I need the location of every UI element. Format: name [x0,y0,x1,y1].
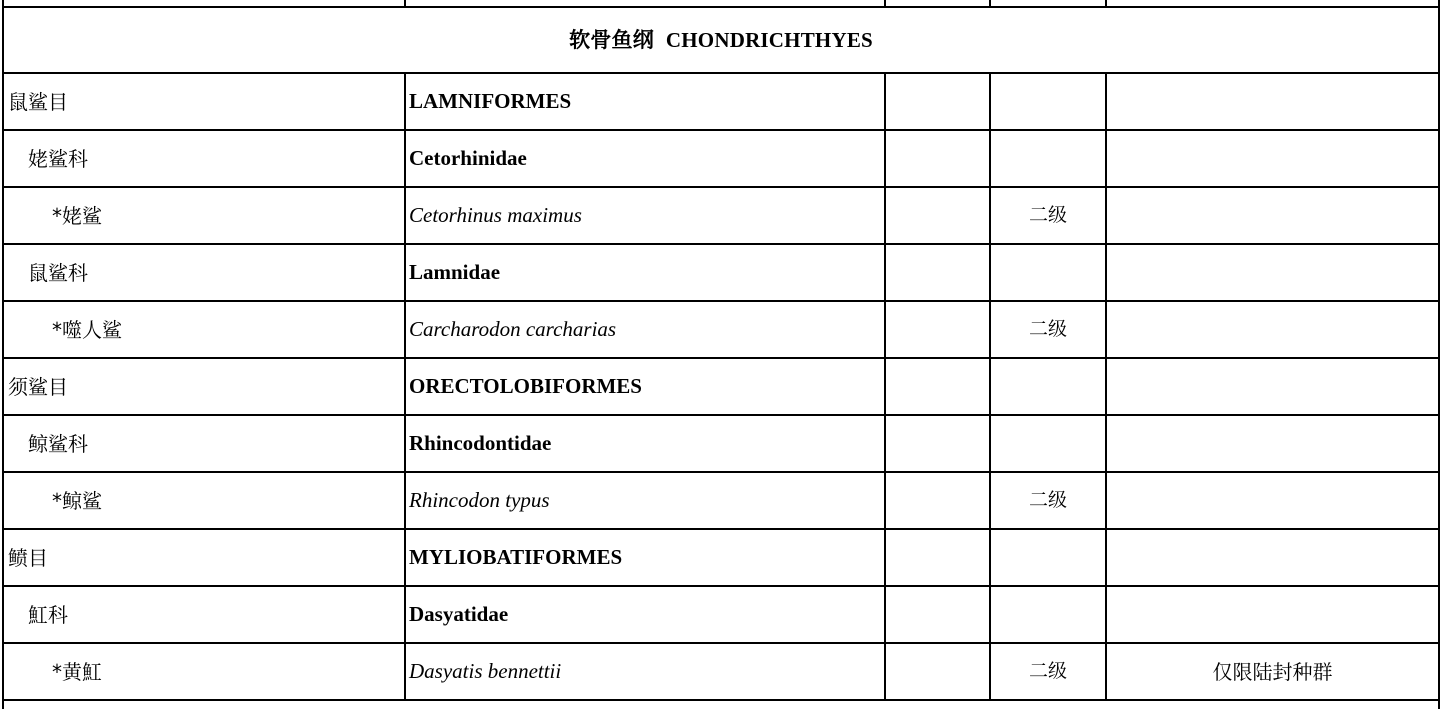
protection-level-1 [885,301,990,358]
remark-cell [1106,472,1439,529]
family-cn-name: 姥鲨科 [3,130,405,187]
table-cell [885,0,990,7]
class-heading-cn: 软骨鱼纲 [569,26,654,52]
table-row [3,301,1439,358]
family-cn-name: 魟科 [3,586,405,643]
protection-level-1 [885,472,990,529]
species-cn-name: *姥鲨 [3,187,405,244]
species-cn-name: *噬人鲨 [3,301,405,358]
family-latin-name: Rhincodontidae [405,415,885,472]
table-cell [990,0,1106,7]
table-cell [3,700,1439,709]
species-latin-name: Dasyatis bennettii [405,643,885,700]
protection-level-1 [885,130,990,187]
order-latin-name: ORECTOLOBIFORMES [405,358,885,415]
class-heading [569,27,873,52]
protection-level-1 [885,415,990,472]
order-cn-name: 鼠鲨目 [3,73,405,130]
protection-level-1 [885,244,990,301]
protection-level-1 [885,586,990,643]
species-latin-name: Carcharodon carcharias [405,301,885,358]
protected-species-table [2,0,1440,709]
remark-cell [1106,73,1439,130]
remark-cell [1106,244,1439,301]
table-row [3,358,1439,415]
remark-cell [1106,187,1439,244]
table-cell [405,0,885,7]
order-cn-name: 须鲨目 [3,358,405,415]
species-table-page [2,0,1438,725]
table-row [3,586,1439,643]
species-latin-name: Cetorhinus maximus [405,187,885,244]
remark-cell [1106,415,1439,472]
order-cn-name: 鲼目 [3,529,405,586]
table-row [3,73,1439,130]
table-row [3,130,1439,187]
protection-level-2 [990,415,1106,472]
remark-cell: 仅限陆封种群 [1106,643,1439,700]
remark-cell [1106,130,1439,187]
table-row [3,643,1439,700]
order-latin-name: MYLIOBATIFORMES [405,529,885,586]
class-heading-cell [3,7,1439,73]
family-cn-name: 鲸鲨科 [3,415,405,472]
protection-level-2: 二级 [990,187,1106,244]
table-row [3,472,1439,529]
family-latin-name: Lamnidae [405,244,885,301]
table-row [3,415,1439,472]
class-heading-latin: CHONDRICHTHYES [665,27,873,52]
table-cell [3,0,405,7]
class-heading-row [3,7,1439,73]
protection-level-2 [990,130,1106,187]
protection-level-1 [885,73,990,130]
protection-level-2: 二级 [990,301,1106,358]
protection-level-1 [885,529,990,586]
protection-level-2 [990,529,1106,586]
species-latin-name: Rhincodon typus [405,472,885,529]
table-row [3,529,1439,586]
remark-cell [1106,529,1439,586]
family-latin-name: Cetorhinidae [405,130,885,187]
table-cell [1106,0,1439,7]
protection-level-2 [990,244,1106,301]
table-row [3,244,1439,301]
protection-level-1 [885,358,990,415]
table-row [3,187,1439,244]
protection-level-2 [990,358,1106,415]
protection-level-2 [990,73,1106,130]
remark-cell [1106,358,1439,415]
protection-level-2: 二级 [990,472,1106,529]
protection-level-1 [885,643,990,700]
remark-cell [1106,301,1439,358]
order-latin-name: LAMNIFORMES [405,73,885,130]
protection-level-1 [885,187,990,244]
protection-level-2: 二级 [990,643,1106,700]
species-cn-name: *黄魟 [3,643,405,700]
remark-cell [1106,586,1439,643]
family-latin-name: Dasyatidae [405,586,885,643]
family-cn-name: 鼠鲨科 [3,244,405,301]
species-cn-name: *鲸鲨 [3,472,405,529]
table-top-edge-row [3,0,1439,7]
protection-level-2 [990,586,1106,643]
table-bottom-edge-row [3,700,1439,709]
